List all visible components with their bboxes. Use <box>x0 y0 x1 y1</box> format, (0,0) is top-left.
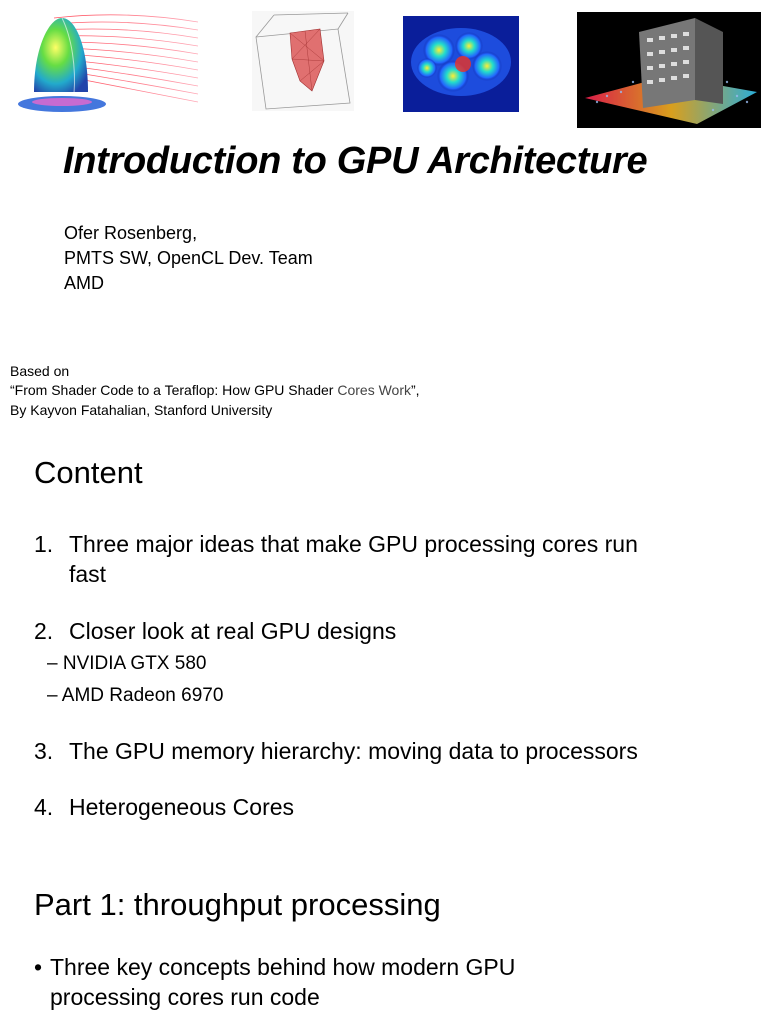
source-title-part2: Cores Work <box>337 382 411 398</box>
author-role: PMTS SW, OpenCL Dev. Team <box>64 248 313 268</box>
item-number: 4. <box>34 794 54 820</box>
item-text: Closer look at real GPU designs <box>69 618 397 644</box>
source-title <box>10 381 420 401</box>
flow-visualization-image <box>14 8 198 116</box>
sub-item-nvidia: – NVIDIA GTX 580 <box>47 653 207 674</box>
point-cloud-building-image <box>577 12 761 128</box>
item-text-line2: fast <box>69 561 107 587</box>
author-name: Ofer Rosenberg, <box>64 223 198 243</box>
sub-item-amd: – AMD Radeon 6970 <box>47 685 224 706</box>
item-number: 2. <box>34 618 54 644</box>
source-title-part1: “From Shader Code to a Teraflop: How GPU Shader <box>10 382 338 398</box>
item-text: Heterogeneous Cores <box>69 794 295 820</box>
part1-heading: Part 1: throughput processing <box>34 887 441 922</box>
item-number: 3. <box>34 738 54 764</box>
bullet-dot: • <box>34 954 43 980</box>
author-company: AMD <box>64 273 104 293</box>
source-author: By Kayvon Fatahalian, Stanford University <box>10 402 273 418</box>
source-title-part3: ”, <box>411 382 420 398</box>
based-on-label: Based on <box>10 363 70 379</box>
heatmap-blob-image <box>403 16 519 112</box>
item-number: 1. <box>34 531 54 557</box>
item-text: The GPU memory hierarchy: moving data to processors <box>69 738 638 764</box>
page-title: Introduction to GPU Architecture <box>63 140 648 182</box>
bullet-text-line1: Three key concepts behind how modern GPU <box>50 954 516 980</box>
item-text-line1: Three major ideas that make GPU processing cores run <box>69 531 638 557</box>
wireframe-mesh-image <box>252 11 354 111</box>
bullet-text-line2: processing cores run code <box>50 984 320 1010</box>
content-heading: Content <box>34 455 143 490</box>
